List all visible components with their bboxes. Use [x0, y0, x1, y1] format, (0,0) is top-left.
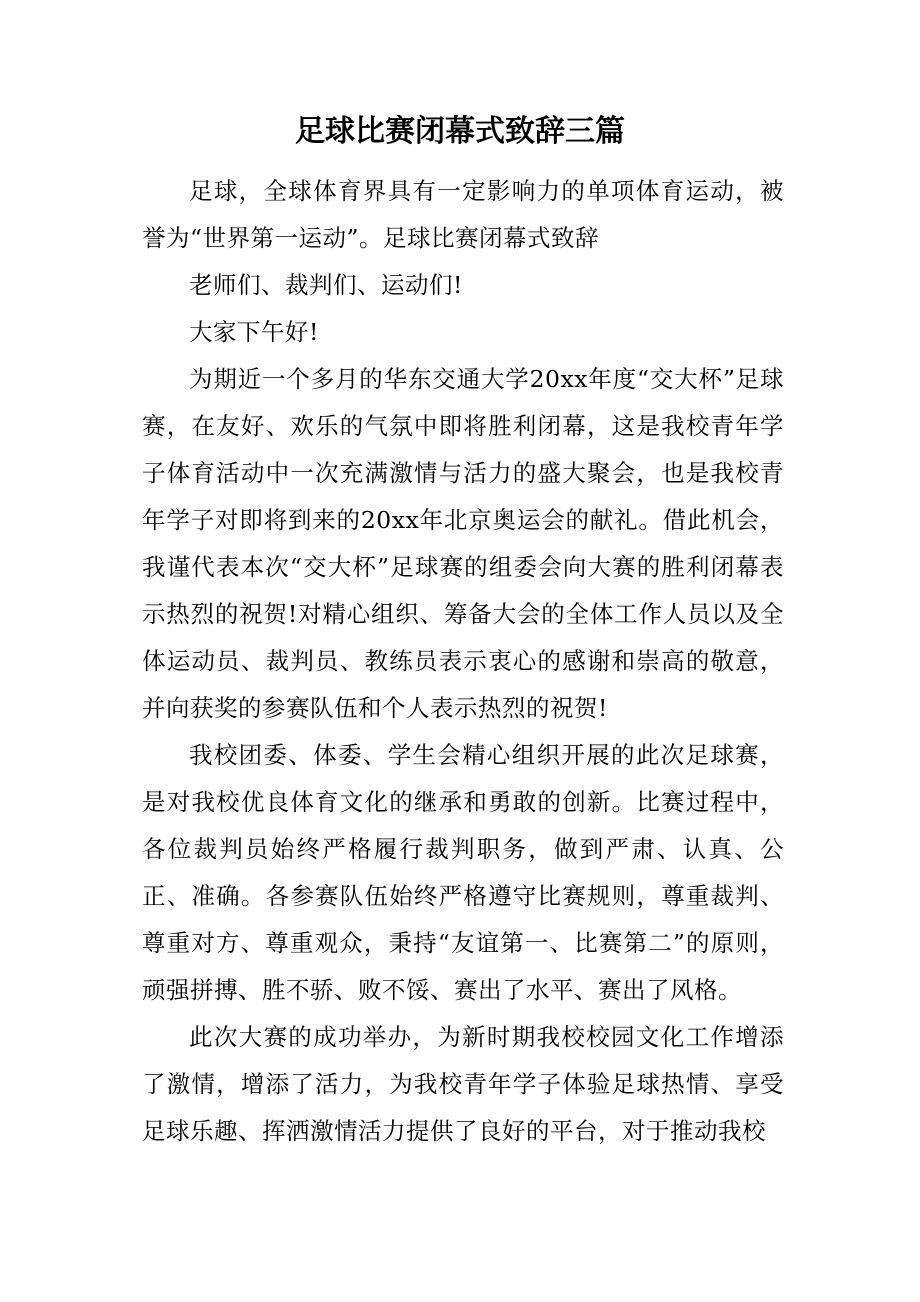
- paragraph-organization: 我校团委、体委、学生会精心组织开展的此次足球赛，是对我校优良体育文化的继承和勇敢的创新。比赛过程中，各位裁判员始终严格履行裁判职务，做到严肃、认真、公正、准确。各参赛队伍始终严格遵守比赛规则，尊重裁判、尊重对方、尊重观众，秉持“友谊第一、比赛第二”的原则，顽强拼搏、胜不骄、败不馁、赛出了水平、赛出了风格。: [142, 741, 784, 1004]
- paragraph-greeting: 大家下午好!: [189, 318, 319, 346]
- document-title: 足球比赛闭幕式致辞三篇: [295, 114, 625, 149]
- paragraph-salutation: 老师们、裁判们、运动们!: [189, 271, 463, 299]
- paragraph-success: 此次大赛的成功举办，为新时期我校校园文化工作增添了激情，增添了活力，为我校青年学子体验足球热情、享受足球乐趣、挥洒激情活力提供了良好的平台，对于推动我校: [142, 1023, 784, 1145]
- paragraph-opening: 为期近一个多月的华东交通大学20xx年度“交大杯”足球赛，在友好、欢乐的气氛中即将胜利闭幕，这是我校青年学子体育活动中一次充满激情与活力的盛大聚会，也是我校青年学子对即将到来的20xx年北京奥运会的献礼。借此机会，我谨代表本次“交大杯”足球赛的组委会向大赛的胜利闭幕表示热烈的祝贺!对精心组织、筹备大会的全体工作人员以及全体运动员、裁判员、教练员表示衷心的感谢和崇高的敬意，并向获奖的参赛队伍和个人表示热烈的祝贺!: [142, 365, 784, 722]
- document-body: [142, 168, 784, 1155]
- paragraph-intro: 足球，全球体育界具有一定影响力的单项体育运动，被誉为“世界第一运动”。足球比赛闭幕式致辞: [142, 177, 784, 252]
